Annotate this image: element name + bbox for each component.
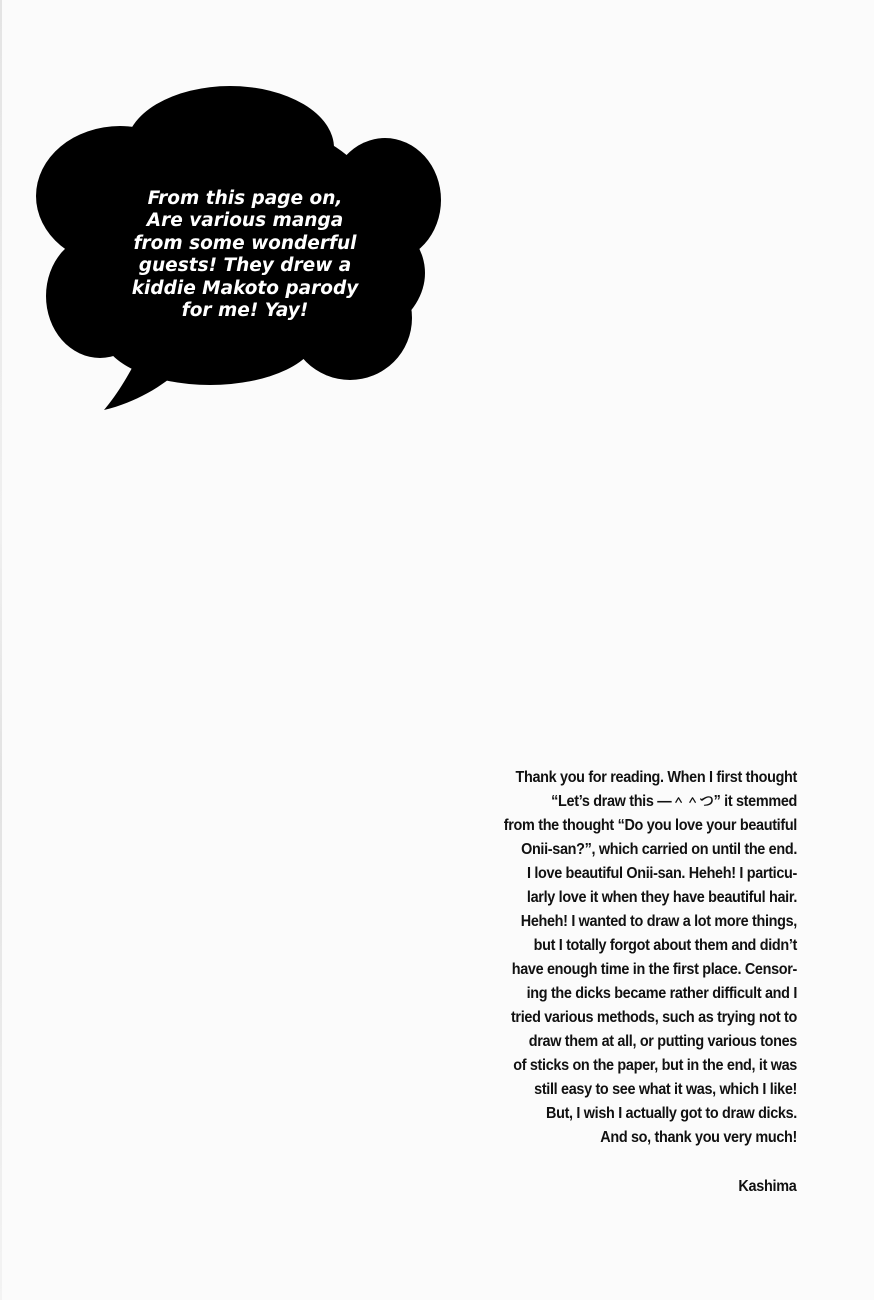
afterword-line: Onii-san?”, which carried on until the end.	[521, 841, 797, 858]
speech-bubble	[30, 78, 450, 418]
bubble-text-line: From this page on,	[147, 188, 343, 209]
bubble-text	[112, 188, 378, 322]
page-edge-shadow	[0, 0, 2, 1300]
bubble-text-line: from some wonderful	[133, 232, 357, 254]
bubble-text-line: kiddie Makoto parody	[131, 277, 359, 299]
afterword-line: Thank you for reading. When I first thought	[515, 769, 797, 786]
afterword-paragraph	[462, 766, 797, 1150]
bubble-text-line: for me! Yay!	[181, 300, 309, 322]
afterword-line: Heheh! I wanted to draw a lot more things,	[520, 913, 797, 930]
afterword-line: I love beautiful Onii-san. Heheh! I particu-	[526, 865, 797, 882]
afterword-line: of sticks on the paper, but in the end, it was	[513, 1057, 797, 1074]
afterword-line: ing the dicks became rather difficult and I	[526, 985, 797, 1002]
bubble-text-line: guests! They drew a	[138, 255, 352, 277]
afterword-line: draw them at all, or putting various tones	[528, 1033, 797, 1050]
afterword-line: larly love it when they have beautiful hair.	[526, 889, 797, 906]
afterword-line: “Let’s draw this ―＾＾つ” it stemmed	[551, 793, 797, 810]
afterword-line: But, I wish I actually got to draw dicks.	[546, 1105, 797, 1122]
afterword-line: from the thought “Do you love your beautiful	[503, 817, 797, 834]
afterword-line: but I totally forgot about them and didn’t	[533, 937, 797, 954]
afterword-line: still easy to see what it was, which I like!	[534, 1081, 797, 1098]
afterword-line: tried various methods, such as trying not to	[510, 1009, 797, 1026]
bubble-text-line: Are various manga	[146, 210, 344, 232]
author-signature: Kashima	[738, 1178, 797, 1195]
afterword-line: have enough time in the first place. Censor-	[511, 961, 797, 978]
afterword-line: And so, thank you very much!	[600, 1129, 797, 1146]
